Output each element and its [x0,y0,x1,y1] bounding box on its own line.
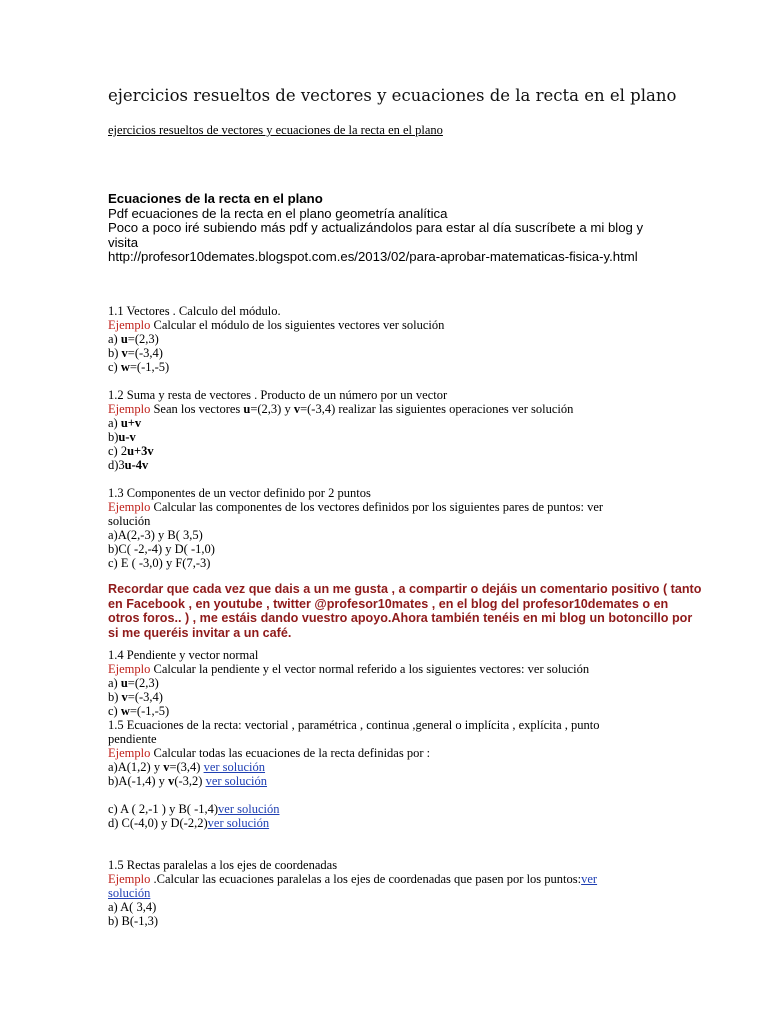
list-item: b)u-v [108,430,136,444]
section-heading: 1.4 Pendiente y vector normal [108,648,259,662]
solution-link[interactable]: ver solución [205,774,268,788]
support-notice: Recordar que cada vez que dais a un me gusta , a compartir o dejáis un comentario positivo ( tanto en Facebook , en youtube , twitter @profesor10mates , en el blog del profesor10demates o en otros foros.. ) , me estáis dando vuestro apoyo.Ahora también tenéis en mi blog un botoncillo por si me queréis invitar a un café. [108,582,702,640]
section-1-1 [108,304,444,374]
list-item: b)A(-1,4) y v(-3,2) ver solución [108,774,268,788]
section-1-5: 1.5 Ecuaciones de la recta: vectorial , paramétrica , continua ,general o implícita , explícita , punto pendiente Ejemplo Calcular todas las ecuaciones de la recta definidas por : a)A(1,2) y v=(3,4) ver solución b)A(-1,4) y v(-3,2) ver solución c) A ( 2,-1 ) y B( -1,4)ver solución d) C(-4,0) y D(-2,2)ver solución [108,718,600,830]
ejemplo-label: Ejemplo [108,872,151,886]
list-item: a)A(2,-3) y B( 3,5) [108,528,203,542]
solution-link[interactable]: ver solución [218,802,280,816]
solution-link[interactable]: ver solución [207,816,270,830]
list-item: a)A(1,2) y v=(3,4) ver solución [108,760,266,774]
list-item: a) u+v [108,416,142,430]
intro-line: Poco a poco iré subiendo más pdf y actualizándolos para estar al día suscríbete a mi blog y [108,220,644,235]
intro-line: visita [108,234,139,250]
exercise-text: solución [108,514,151,528]
intro-block [108,192,643,265]
list-item: b)C( -2,-4) y D( -1,0) [108,542,215,556]
ejemplo-label: Ejemplo [108,318,151,332]
ejemplo-label: Ejemplo [108,500,151,514]
list-item: a) A( 3,4) [108,900,157,914]
list-item: b) B(-1,3) [108,914,158,928]
section-1-3: 1.3 Componentes de un vector definido por 2 puntos Ejemplo Calcular las componentes de los vectores definidos por los siguientes pares de puntos: ver solución a)A(2,-3) y B( 3,5) b)C( -2,-4) y D( -1,0) c) E ( -3,0) y F(7,-3) [108,486,604,570]
list-item: c) A ( 2,-1 ) y B( -1,4)ver solución [108,802,280,816]
list-item: a) u=(2,3) [108,332,159,346]
list-item: c) w=(-1,-5) [108,704,170,718]
intro-heading: Ecuaciones de la recta en el plano [108,191,323,206]
section-heading: pendiente [108,732,157,746]
section-heading: 1.3 Componentes de un vector definido por 2 puntos [108,486,371,500]
intro-url[interactable]: http://profesor10demates.blogspot.com.es/2013/02/para-aprobar-matematicas-fisica-y.html [108,249,638,264]
section-1-4: 1.4 Pendiente y vector normal Ejemplo Calcular la pendiente y el vector normal referido a los siguientes vectores: ver solución a) u=(2,3) b) v=(-3,4) c) w=(-1,-5) [108,648,590,718]
section-heading: 1.2 Suma y resta de vectores . Producto de un número por un vector [108,388,448,402]
section-1-5-paralelas: 1.5 Rectas paralelas a los ejes de coordenadas Ejemplo .Calcular las ecuaciones paralelas a los ejes de coordenadas que pasen por los puntos:ver solución a) A( 3,4) b) B(-1,3) [108,858,598,928]
list-item: a) u=(2,3) [108,676,159,690]
section-heading: 1.5 Ecuaciones de la recta: vectorial , paramétrica , continua ,general o implícita , explícita , punto [108,718,600,732]
ejemplo-label: Ejemplo [108,746,151,760]
ejemplo-label: Ejemplo [108,662,151,676]
section-1-2: 1.2 Suma y resta de vectores . Producto de un número por un vector Ejemplo Sean los vectores u=(2,3) y v=(-3,4) realizar las siguientes operaciones ver solución a) u+v b)u-v c) 2u+3v d)3u-4v [108,388,574,472]
section-heading: 1.1 Vectores . Calculo del módulo. [108,304,281,318]
solution-link[interactable]: ver [581,872,598,886]
document-title: ejercicios resueltos de vectores y ecuaciones de la recta en el plano [108,86,677,105]
solution-link[interactable]: solución [108,886,151,900]
list-item: c) E ( -3,0) y F(7,-3) [108,556,211,570]
list-item: d)3u-4v [108,458,149,472]
solution-link[interactable]: ver solución [203,760,266,774]
list-item: d) C(-4,0) y D(-2,2)ver solución [108,816,270,830]
intro-line: Pdf ecuaciones de la recta en el plano geometría analítica [108,205,448,221]
list-item: b) v=(-3,4) [108,690,163,704]
exercise-text: Calcular el módulo de los siguientes vectores ver solución [150,318,445,332]
section-heading: 1.5 Rectas paralelas a los ejes de coordenadas [108,858,338,872]
list-item: c) 2u+3v [108,444,154,458]
list-item: c) w=(-1,-5) [108,360,170,374]
subtitle-link[interactable]: ejercicios resueltos de vectores y ecuaciones de la recta en el plano [108,123,443,137]
list-item: b) v=(-3,4) [108,346,163,360]
ejemplo-label: Ejemplo [108,402,151,416]
